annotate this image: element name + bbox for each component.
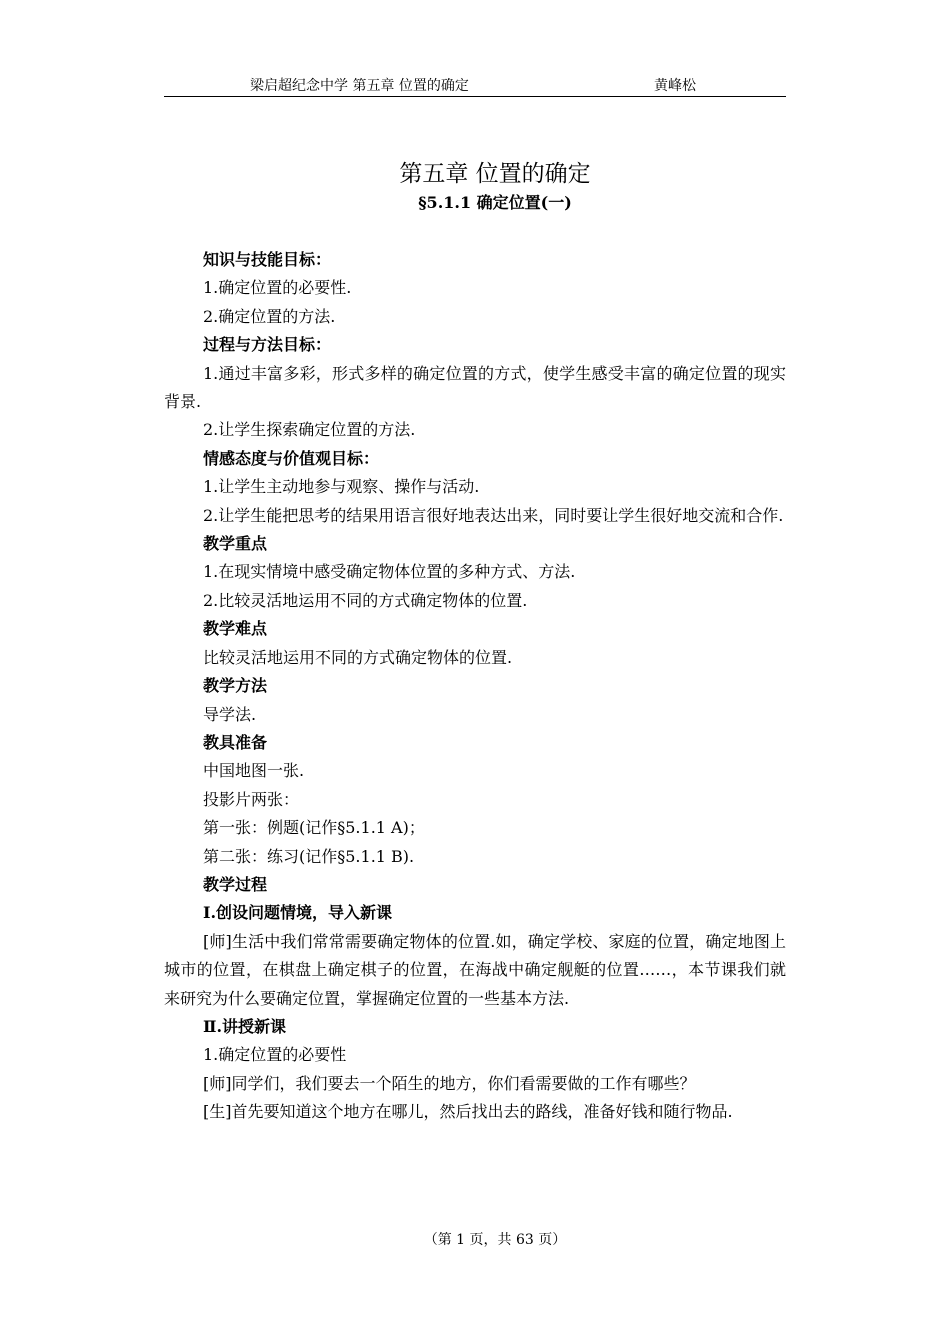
body-paragraph: 投影片两张： [203,789,300,809]
section-heading: 情感态度与价值观目标： [203,448,380,468]
body-paragraph: [生]首先要知道这个地方在哪儿，然后找出去的路线，准备好钱和随行物品. [203,1102,733,1122]
body-paragraph: 第一张：例题(记作§5.1.1 A)； [203,818,425,838]
body-paragraph: 比较灵活地运用不同的方式确定物体的位置. [203,647,513,667]
section-heading: Ⅰ.创设问题情境，导入新课 [203,903,393,923]
section-heading: 教学难点 [203,619,268,639]
body-paragraph: 2.让学生能把思考的结果用语言很好地表达出来，同时要让学生很好地交流和合作. [203,505,784,525]
section-heading: 知识与技能目标： [203,250,332,269]
section-heading: 过程与方法目标： [203,335,332,355]
body-paragraph: 导学法. [203,704,257,724]
header-author: 黄峰松 [654,78,696,94]
body-paragraph: 中国地图一张. [203,761,305,781]
body-paragraph: 2.让学生探索确定位置的方法. [203,420,416,440]
section-heading: 教学重点 [203,534,268,554]
section-heading: Ⅱ.讲授新课 [203,1016,287,1036]
body-paragraph: 1.确定位置的必要性. [203,278,352,298]
chapter-title: 第五章 位置的确定 [399,161,591,187]
header-rule [164,96,786,97]
body-paragraph: 1.确定位置的必要性 [203,1045,347,1065]
section-heading: 教具准备 [203,732,268,752]
body-paragraph: 1.让学生主动地参与观察、操作与活动. [203,477,480,497]
body-paragraph: 1.在现实情境中感受确定物体位置的多种方式、方法. [203,562,576,582]
page-header [164,76,786,96]
section-heading: 教学方法 [203,676,268,696]
document-body [164,246,786,1127]
page-footer: （第 1 页，共 63 页） [423,1232,567,1248]
body-paragraph: [师]生活中我们常常需要确定物体的位置.如，确定学校、家庭的位置，确定地图上城市的位置，在棋盘上确定棋子的位置，在海战中确定舰艇的位置……，本节课我们就来研究为什么要确定位置，掌握确定位置的一些基本方法. [164,931,786,1008]
body-paragraph: 2.确定位置的方法. [203,306,336,326]
body-paragraph: 2.比较灵活地运用不同的方式确定物体的位置. [203,590,528,610]
section-subtitle: §5.1.1 确定位置(一) [418,193,572,212]
header-school-chapter: 梁启超纪念中学 第五章 位置的确定 [250,78,469,94]
section-heading: 教学过程 [203,874,268,894]
body-paragraph: 1.通过丰富多彩，形式多样的确定位置的方式，使学生感受丰富的确定位置的现实背景. [164,363,786,412]
body-paragraph: [师]同学们，我们要去一个陌生的地方，你们看需要做的工作有哪些？ [203,1073,696,1093]
body-paragraph: 第二张：练习(记作§5.1.1 B). [203,846,415,866]
